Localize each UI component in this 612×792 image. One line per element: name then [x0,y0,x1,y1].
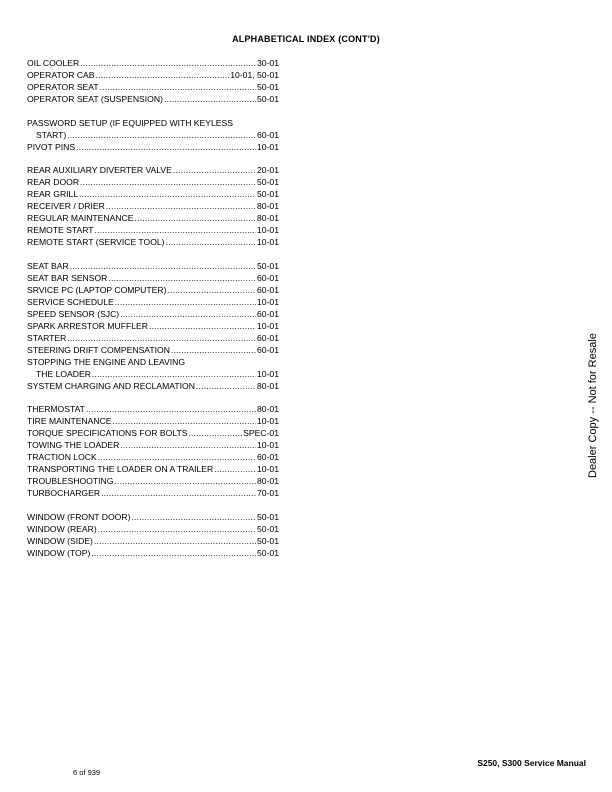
index-entry-page: 10-01 [257,416,279,426]
index-entry-label: TORQUE SPECIFICATIONS FOR BOLTS [27,428,188,438]
index-entry-page: 60-01 [257,284,279,295]
index-entry [27,415,279,427]
index-entry-label: OIL COOLER [27,58,80,68]
leader-dots [115,296,256,308]
index-entry-label: SERVICE SCHEDULE [27,296,114,307]
index-entry-page: 10-01 [257,440,279,450]
index-entry [27,212,279,224]
leader-dots [80,176,256,188]
leader-dots [79,188,256,200]
index-entry [27,547,279,559]
index-entry [27,535,279,547]
index-entry [27,511,279,523]
index-entry-label: REAR DOOR [27,177,80,187]
leader-dots [188,427,242,439]
leader-dots [92,368,256,380]
index-entry-label: STARTER [27,332,67,343]
index-entry-label: THE LOADER [36,368,91,379]
leader-dots [86,403,256,415]
index-entry-page: 10-01 [257,464,279,474]
index-entry-page: 10-01 [257,141,279,152]
index-entry [27,272,279,284]
index-entry-label: WINDOW (FRONT DOOR) [27,511,131,522]
leader-dots [214,463,256,475]
index-entry-label: STEERING DRIFT COMPENSATION [27,344,170,355]
index-entry-page: 50-01 [257,189,279,199]
index-entry-page: 50-01 [257,547,279,558]
leader-dots [100,81,256,93]
index-entry [27,487,279,499]
index-entry-page: 60-01 [257,344,279,355]
index-entry [27,475,279,487]
leader-dots [131,511,256,523]
index-entry-label: TRACTION LOCK [27,452,97,462]
leader-dots [113,415,257,427]
index-entry [27,368,279,380]
index-entry-label: SEAT BAR [27,260,69,271]
leader-dots [70,260,256,272]
index-entry [27,332,279,344]
index-entry-page: 10-01 [257,237,279,247]
index-entry-label: TIRE MAINTENANCE [27,416,112,426]
leader-dots [108,272,256,284]
alphabetical-index [27,57,279,570]
leader-dots [120,308,256,320]
index-entry [27,141,279,153]
index-entry-label: REAR AUXILIARY DIVERTER VALVE [27,165,172,175]
index-entry-page: 10-01 [257,368,279,379]
index-entry-label: SRVICE PC (LAPTOP COMPUTER) [27,284,167,295]
index-entry-page: 50-01 [257,94,279,104]
index-entry [27,523,279,535]
index-group [27,511,279,559]
index-entry [27,117,279,129]
index-entry-label: SPEED SENSOR (SJC) [27,308,120,319]
index-entry-page: 50-01 [257,177,279,187]
leader-dots [167,284,256,296]
index-entry-page: 50-01 [257,260,279,271]
index-entry-label: THERMOSTAT [27,404,85,414]
index-entry-label: STOPPING THE ENGINE AND LEAVING [27,356,186,367]
leader-dots [196,380,256,392]
index-entry [27,129,279,141]
index-entry-label: WINDOW (SIDE) [27,535,93,546]
index-entry-label: REAR GRILL [27,189,79,199]
index-entry-page: 60-01 [257,452,279,462]
index-entry-label: TRANSPORTING THE LOADER ON A TRAILER [27,464,214,474]
index-group [27,403,279,499]
index-entry-label: RECEIVER / DRIER [27,201,105,211]
leader-dots [114,475,256,487]
index-entry [27,260,279,272]
index-entry [27,164,279,176]
leader-dots [91,547,256,559]
index-entry-label: SPARK ARRESTOR MUFFLER [27,320,148,331]
leader-dots [98,523,256,535]
index-entry [27,403,279,415]
leader-dots [166,236,256,248]
leader-dots [164,93,256,105]
index-entry [27,380,279,392]
index-entry-page: 10-01 [257,225,279,235]
index-entry [27,451,279,463]
index-entry [27,308,279,320]
index-entry-page: 50-01 [257,82,279,92]
index-entry-page: 80-01 [257,476,279,486]
leader-dots [94,535,256,547]
index-entry-label: START) [36,129,67,140]
index-group [27,164,279,248]
index-entry-label: WINDOW (TOP) [27,547,91,558]
index-entry-label: TOWING THE LOADER [27,440,120,450]
leader-dots [134,212,256,224]
index-entry-label: PASSWORD SETUP (IF EQUIPPED WITH KEYLESS [27,117,233,128]
index-group [27,57,279,105]
index-entry [27,69,279,81]
index-entry-page: 60-01 [257,129,279,140]
leader-dots [171,344,256,356]
index-entry-label: TROUBLESHOOTING [27,476,114,486]
index-entry-label: WINDOW (REAR) [27,523,97,534]
index-entry [27,463,279,475]
index-entry-label: REMOTE START [27,225,94,235]
leader-dots [101,487,256,499]
index-entry-label: REMOTE START (SERVICE TOOL) [27,237,165,247]
index-entry-page: 30-01 [257,58,279,68]
index-entry-label: OPERATOR SEAT [27,82,99,92]
index-entry-page: 10-01, 50-01 [230,70,279,80]
index-entry [27,427,279,439]
index-entry [27,439,279,451]
leader-dots [80,57,256,69]
index-entry [27,344,279,356]
index-entry-page: SPEC-01 [243,428,279,438]
leader-dots [98,451,256,463]
index-entry [27,296,279,308]
index-entry-label: OPERATOR SEAT (SUSPENSION) [27,94,163,104]
index-entry-page: 60-01 [257,332,279,343]
index-entry [27,93,279,105]
dealer-copy-watermark: Dealer Copy -- Not for Resale [587,333,599,478]
index-entry [27,176,279,188]
index-entry-page: 60-01 [257,272,279,283]
index-entry-label: PIVOT PINS [27,141,76,152]
leader-dots [106,200,256,212]
index-entry-page: 80-01 [257,380,279,391]
index-entry-page: 50-01 [257,535,279,546]
manual-title: S250, S300 Service Manual [477,758,586,768]
index-entry [27,81,279,93]
index-entry-page: 10-01 [257,320,279,331]
index-entry-label: OPERATOR CAB [27,70,95,80]
index-group [27,260,279,392]
leader-dots [67,332,256,344]
index-group [27,117,279,153]
index-entry-label: TURBOCHARGER [27,488,101,498]
leader-dots [67,129,256,141]
index-entry-page: 80-01 [257,213,279,223]
page-count: 6 of 939 [73,768,101,777]
index-entry-page: 80-01 [257,201,279,211]
index-entry [27,224,279,236]
index-entry-page: 50-01 [257,511,279,522]
index-entry-label: SYSTEM CHARGING AND RECLAMATION [27,380,195,391]
index-entry-page: 80-01 [257,404,279,414]
leader-dots [149,320,256,332]
leader-dots [96,69,230,81]
index-entry [27,188,279,200]
index-entry [27,200,279,212]
index-entry-page: 50-01 [257,523,279,534]
page-title: ALPHABETICAL INDEX (CONT'D) [232,34,380,44]
index-entry-label: SEAT BAR SENSOR [27,272,108,283]
index-entry [27,356,279,368]
index-entry-page: 60-01 [257,308,279,319]
index-entry [27,284,279,296]
index-entry-page: 10-01 [257,296,279,307]
index-entry-label: REGULAR MAINTENANCE [27,213,134,223]
index-entry [27,57,279,69]
index-entry-page: 70-01 [257,488,279,498]
leader-dots [76,141,256,153]
index-entry-page: 20-01 [257,165,279,175]
leader-dots [173,164,256,176]
index-entry [27,236,279,248]
leader-dots [95,224,256,236]
index-entry [27,320,279,332]
leader-dots [120,439,256,451]
